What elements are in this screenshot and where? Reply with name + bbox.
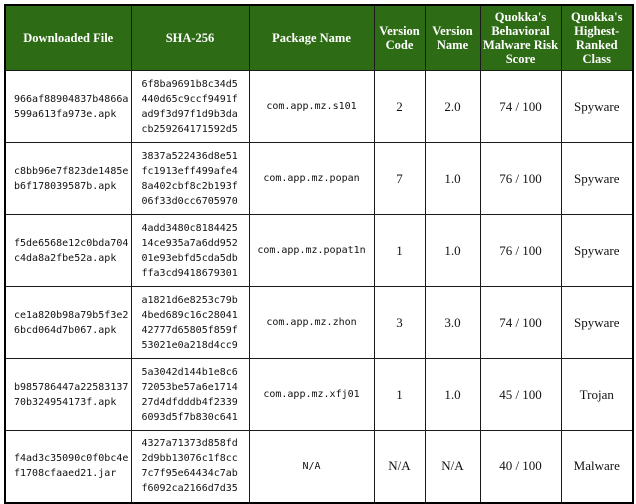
header-version-code: Version Code [374,5,425,71]
cell-package-name: com.app.mz.xfj01 [249,359,374,431]
header-version-name: Version Name [425,5,480,71]
cell-downloaded-file: f4ad3c35090c0f0bc4ef1708cfaaed21.jar [5,431,131,503]
cell-risk-score: 76 / 100 [480,215,561,287]
cell-version-code: 1 [374,215,425,287]
cell-highest-ranked-class: Trojan [561,359,633,431]
cell-package-name: N/A [249,431,374,503]
cell-highest-ranked-class: Malware [561,431,633,503]
header-row [5,5,633,71]
cell-highest-ranked-class: Spyware [561,143,633,215]
cell-sha-256 [131,215,249,287]
cell-package-name: com.app.mz.popat1n [249,215,374,287]
cell-sha-256 [131,359,249,431]
cell-version-name: 1.0 [425,215,480,287]
cell-highest-ranked-class: Spyware [561,71,633,143]
cell-highest-ranked-class: Spyware [561,287,633,359]
cell-risk-score: 74 / 100 [480,71,561,143]
cell-sha-256 [131,287,249,359]
header-highest-ranked-class: Quokka's Highest-Ranked Class [561,5,633,71]
cell-version-name: 3.0 [425,287,480,359]
cell-version-name: 1.0 [425,143,480,215]
sha-256-value: 6f8ba9691b8c34d5440d65c9ccf9491fad9f3d97f1d9b3dacb259264171592d5 [141,78,238,135]
cell-package-name: com.app.mz.s101 [249,71,374,143]
cell-downloaded-file: f5de6568e12c0bda704c4da8a2fbe52a.apk [5,215,131,287]
table-row [5,215,633,287]
header-package-name: Package Name [249,5,374,71]
cell-risk-score: 74 / 100 [480,287,561,359]
cell-version-code: 2 [374,71,425,143]
cell-downloaded-file: b985786447a2258313770b324954173f.apk [5,359,131,431]
cell-version-name: N/A [425,431,480,503]
cell-downloaded-file: 966af88904837b4866a599a613fa973e.apk [5,71,131,143]
sha-256-value: a1821d6e8253c79b4bed689c16c2804142777d65805f859f53021e0a218d4cc9 [141,294,238,351]
cell-highest-ranked-class: Spyware [561,215,633,287]
cell-package-name: com.app.mz.zhon [249,287,374,359]
sha-256-value: 5a3042d144b1e8c672053be57a6e171427d4dfdddb4f23396093d5f7b830c641 [141,366,238,423]
cell-risk-score: 76 / 100 [480,143,561,215]
cell-downloaded-file: c8bb96e7f823de1485eb6f178039587b.apk [5,143,131,215]
cell-sha-256 [131,143,249,215]
cell-sha-256 [131,71,249,143]
cell-version-code: 3 [374,287,425,359]
cell-risk-score: 45 / 100 [480,359,561,431]
cell-version-name: 2.0 [425,71,480,143]
sha-256-value: 4add3480c818442514ce935a7a6dd95201e93ebfd5cda5dbffa3cd9418679301 [141,222,238,279]
cell-sha-256 [131,431,249,503]
sha-256-value: 4327a71373d858fd2d9bb13076c1f8cc7c7f95e64434c7abf6092ca2166d7d35 [141,438,238,495]
cell-risk-score: 40 / 100 [480,431,561,503]
table-row [5,143,633,215]
header-downloaded-file: Downloaded File [5,5,131,71]
header-sha-256: SHA-256 [131,5,249,71]
table-row [5,71,633,143]
table-row [5,431,633,503]
table-row [5,359,633,431]
sha-256-value: 3837a522436d8e51fc1913eff499afe48a402cbf8c2b193f06f33d0cc6705970 [141,150,238,207]
cell-version-code: N/A [374,431,425,503]
cell-version-name: 1.0 [425,359,480,431]
cell-version-code: 7 [374,143,425,215]
header-risk-score: Quokka's Behavioral Malware Risk Score [480,5,561,71]
cell-version-code: 1 [374,359,425,431]
malware-analysis-table [4,4,634,504]
table-row [5,287,633,359]
cell-downloaded-file: ce1a820b98a79b5f3e26bcd064d7b067.apk [5,287,131,359]
cell-package-name: com.app.mz.popan [249,143,374,215]
